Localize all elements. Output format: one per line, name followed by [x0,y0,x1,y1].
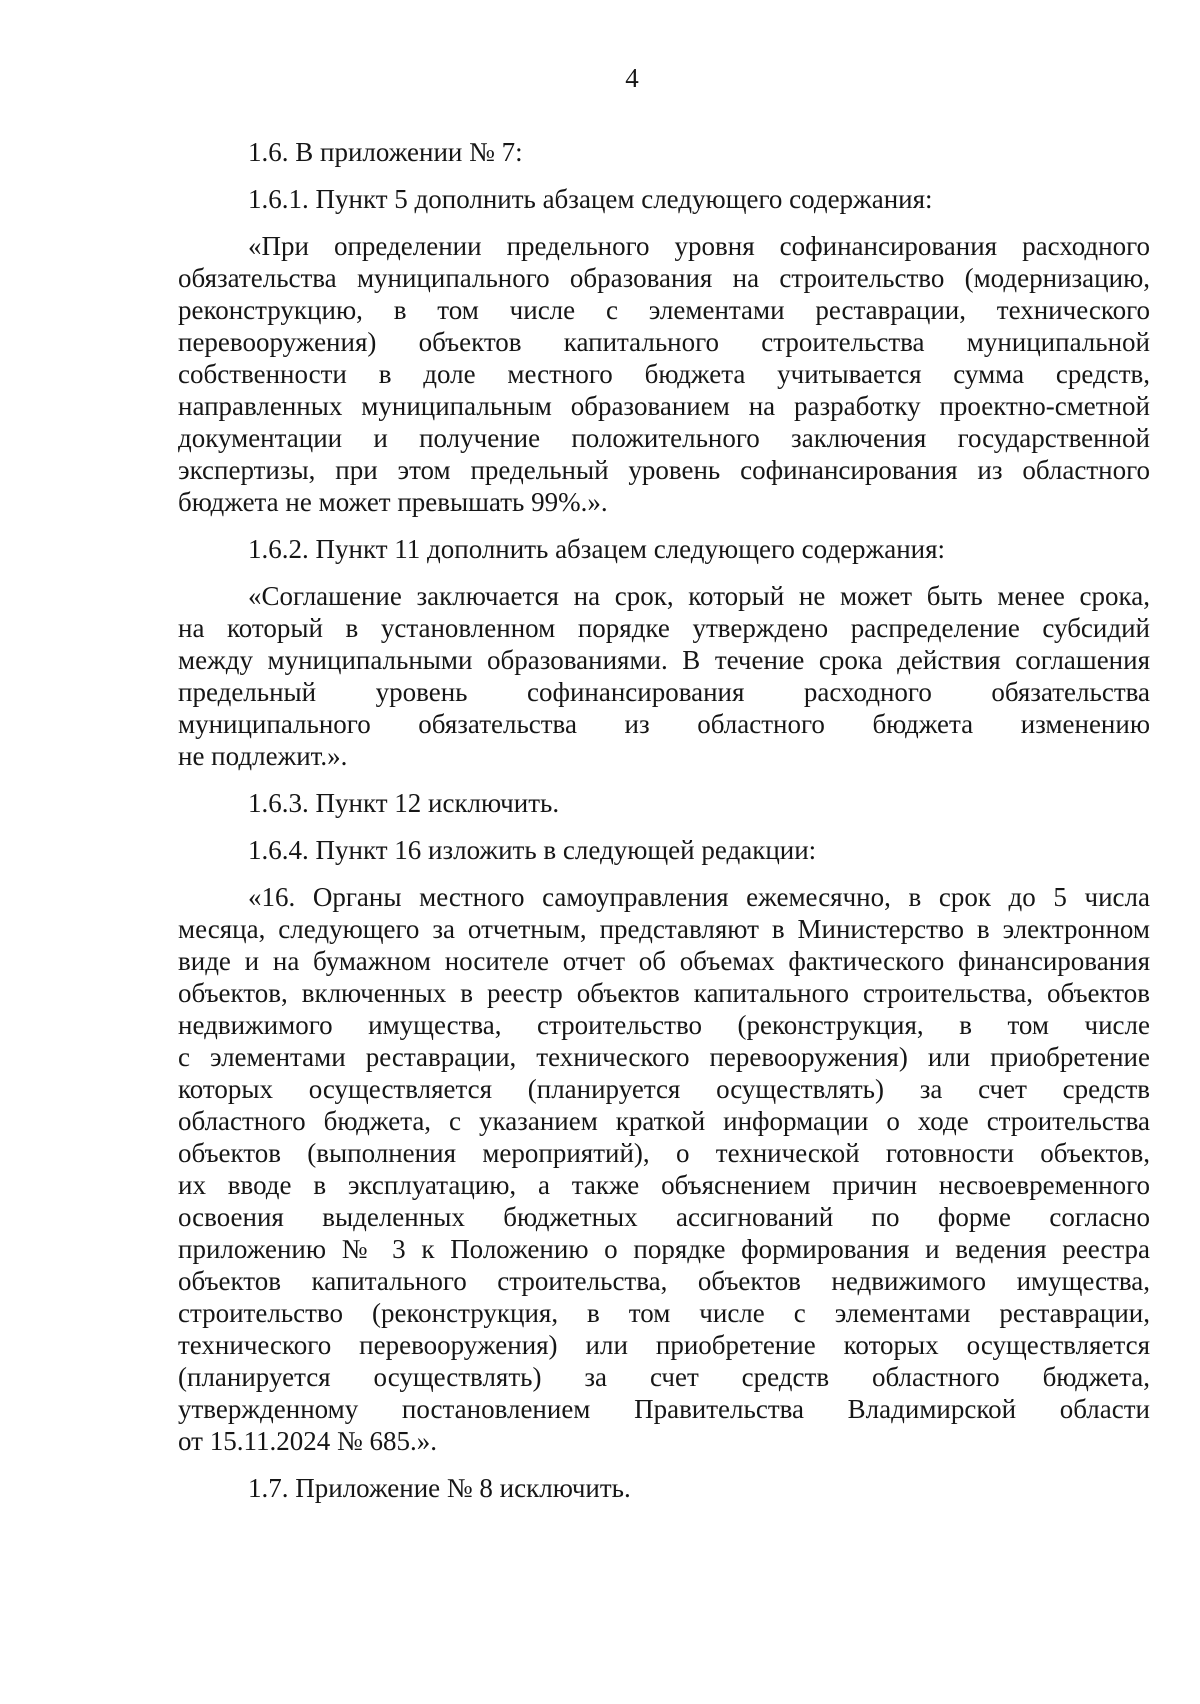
paragraph-line: «Соглашение заключается на срок, который не может быть менее срока, [248,581,1150,611]
paragraph-line: между муниципальными образованиями. В течение срока действия соглашения [178,645,1150,675]
paragraph-line: (планируется осуществлять) за счет средств областного бюджета, [178,1362,1150,1392]
document-body [178,136,1150,1519]
page-number: 4 [625,63,639,93]
paragraph-line: обязательства муниципального образования на строительство (модернизацию, [178,263,1150,293]
paragraph-line: областного бюджета, с указанием краткой информации о ходе строительства [178,1106,1150,1136]
paragraph-line: «При определении предельного уровня софинансирования расходного [248,231,1150,261]
quote-paragraph-2 [178,580,1150,772]
paragraph-line: «16. Органы местного самоуправления ежемесячно, в срок до 5 числа [248,882,1150,912]
section-1-6-4-heading: 1.6.4. Пункт 16 изложить в следующей редакции: [248,835,817,865]
paragraph-line: технического перевооружения) или приобретение которых осуществляется [178,1330,1150,1360]
paragraph-line: реконструкцию, в том числе с элементами реставрации, технического [178,295,1150,325]
paragraph-line: утвержденному постановлением Правительства Владимирской области [178,1394,1150,1424]
paragraph-line: направленных муниципальным образованием на разработку проектно-сметной [178,391,1150,421]
paragraph-line: которых осуществляется (планируется осуществлять) за счет средств [178,1074,1150,1104]
paragraph-line: муниципального обязательства из областного бюджета изменению [178,709,1150,739]
paragraph-line: документации и получение положительного заключения государственной [178,423,1150,453]
paragraph-line: бюджета не может превышать 99%.». [178,487,608,517]
paragraph-line: не подлежит.». [178,741,348,771]
paragraph-line: на который в установленном порядке утверждено распределение субсидий [178,613,1150,643]
section-1-6-heading: 1.6. В приложении № 7: [248,137,523,167]
paragraph-line: от 15.11.2024 № 685.». [178,1426,437,1456]
paragraph-line: их вводе в эксплуатацию, а также объяснением причин несвоевременного [178,1170,1150,1200]
paragraph-line: строительство (реконструкция, в том числе с элементами реставрации, [178,1298,1150,1328]
quote-paragraph-3 [178,881,1150,1457]
section-1-6-3-heading: 1.6.3. Пункт 12 исключить. [248,788,560,818]
paragraph-line: предельный уровень софинансирования расходного обязательства [178,677,1150,707]
paragraph-line: собственности в доле местного бюджета учитывается сумма средств, [178,359,1150,389]
quote-paragraph-1 [178,230,1150,518]
paragraph-line: объектов, включенных в реестр объектов капитального строительства, объектов [178,978,1150,1008]
paragraph-line: экспертизы, при этом предельный уровень софинансирования из областного [178,455,1150,485]
paragraph-line: недвижимого имущества, строительство (реконструкция, в том числе [178,1010,1150,1040]
paragraph-line: объектов (выполнения мероприятий), о технической готовности объектов, [178,1138,1150,1168]
paragraph-line: виде и на бумажном носителе отчет об объемах фактического финансирования [178,946,1150,976]
section-1-6-2-heading: 1.6.2. Пункт 11 дополнить абзацем следующего содержания: [248,534,946,564]
paragraph-line: перевооружения) объектов капитального строительства муниципальной [178,327,1150,357]
section-1-7-heading: 1.7. Приложение № 8 исключить. [248,1473,631,1503]
paragraph-line: приложению № 3 к Положению о порядке формирования и ведения реестра [178,1234,1150,1264]
paragraph-line: месяца, следующего за отчетным, представляют в Министерство в электронном [178,914,1150,944]
paragraph-line: освоения выделенных бюджетных ассигнований по форме согласно [178,1202,1150,1232]
paragraph-line: с элементами реставрации, технического перевооружения) или приобретение [178,1042,1150,1072]
section-1-6-1-heading: 1.6.1. Пункт 5 дополнить абзацем следующего содержания: [248,184,933,214]
paragraph-line: объектов капитального строительства, объектов недвижимого имущества, [178,1266,1150,1296]
